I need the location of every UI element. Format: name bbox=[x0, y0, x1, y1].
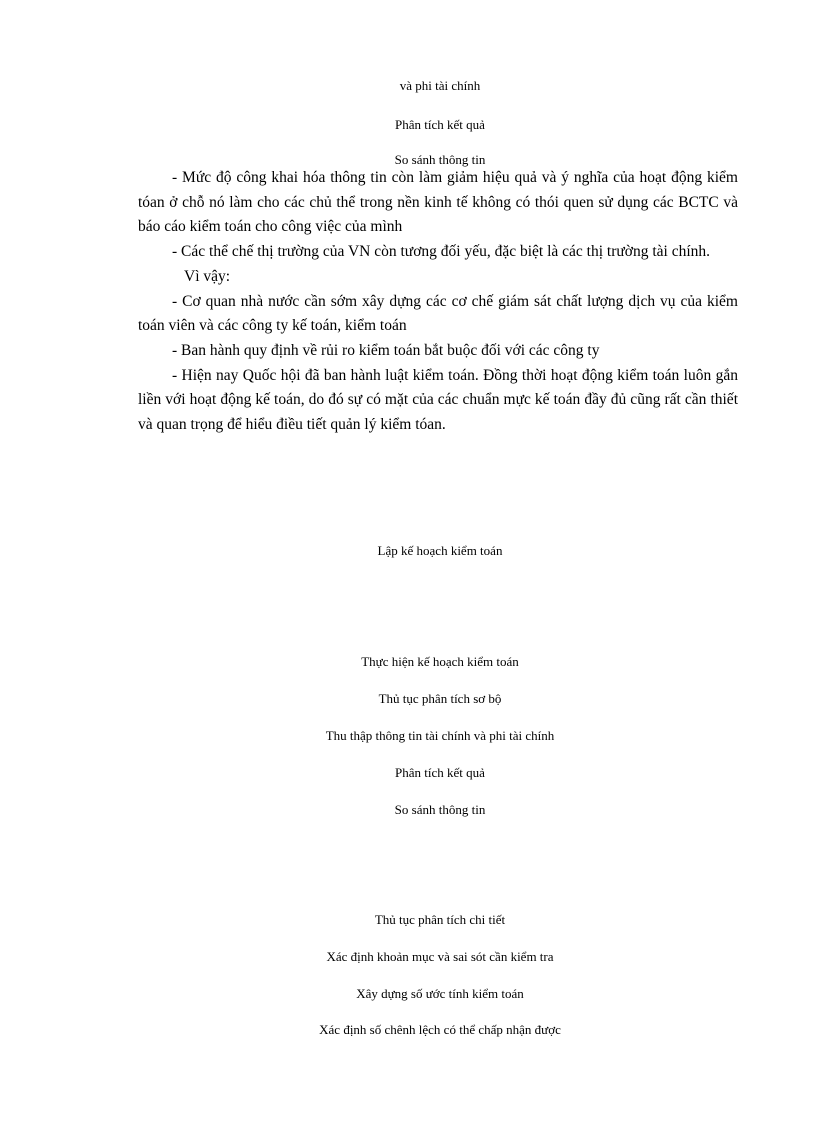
flow-step-analyze-results: Phân tích kết quả bbox=[395, 765, 485, 780]
paragraph-supervision: - Cơ quan nhà nước cần sớm xây dựng các cơ chế giám sát chất lượng dịch vụ của kiểm toán viên và các công ty kế toán, kiểm toán bbox=[138, 292, 738, 335]
flow-stage-detailed-analysis: Thủ tục phân tích chi tiết bbox=[374, 912, 506, 927]
flow-step-collect-info: Thu thập thông tin tài chính và phi tài chính bbox=[325, 728, 555, 743]
paragraph-therefore: Vì vậy: bbox=[184, 267, 231, 285]
flow-fragment-compare-info: So sánh thông tin bbox=[394, 152, 486, 167]
flow-step-compare-info: So sánh thông tin bbox=[394, 802, 486, 817]
flow-step-identify-items: Xác định khoản mục và sai sót cần kiểm tra bbox=[326, 949, 554, 964]
flow-step-preliminary-analysis: Thủ tục phân tích sơ bộ bbox=[378, 691, 502, 706]
flow-stage-execution: Thực hiện kế hoạch kiểm toán bbox=[361, 654, 519, 669]
paragraph-audit-risk: - Ban hành quy định về rủi ro kiểm toán bắt buộc đối với các công ty bbox=[172, 341, 600, 359]
paragraph-disclosure: - Mức độ công khai hóa thông tin còn làm giảm hiệu quả và ý nghĩa của hoạt động kiểm tóan ở chỗ nó làm cho các chủ thể trong nền kinh tế không có thói quen sử dụng các BCTC và báo cáo kiểm toán cho công việc của mình bbox=[138, 169, 738, 236]
flow-step-build-estimates: Xây dựng số ước tính kiểm toán bbox=[356, 986, 524, 1001]
paragraph-market-institutions: - Các thể chế thị trường của VN còn tương đối yếu, đặc biệt là các thị trường tài chính. bbox=[172, 243, 711, 261]
flow-fragment-analyze-results: Phân tích kết quả bbox=[395, 117, 485, 132]
paragraph-audit-law: - Hiện nay Quốc hội đã ban hành luật kiểm toán. Đồng thời hoạt động kiểm toán luôn gắn liền với hoạt động kế toán, do đó sự có mặt của các chuẩn mực kế toán đầy đủ cũng rất cần thiết và quan trọng để hiểu điều tiết quản lý kiểm tóan. bbox=[138, 366, 738, 434]
body-text bbox=[138, 166, 738, 438]
flow-step-acceptable-difference: Xác định số chênh lệch có thể chấp nhận được bbox=[319, 1022, 561, 1037]
flow-stage-planning: Lập kế hoạch kiểm toán bbox=[377, 543, 503, 558]
flow-fragment-non-financial: và phi tài chính bbox=[399, 78, 481, 93]
